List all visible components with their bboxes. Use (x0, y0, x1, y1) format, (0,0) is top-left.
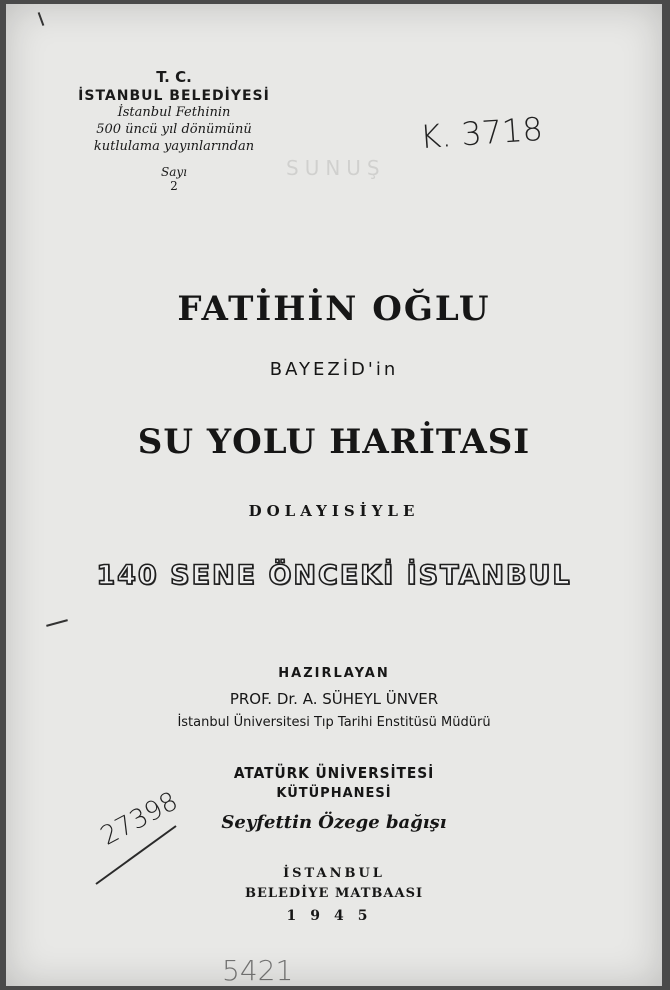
header-issue-number: 2 (170, 179, 178, 193)
imprint-year: 1945 (286, 908, 382, 924)
header-municipality: İSTANBUL BELEDİYESİ (78, 88, 270, 104)
library-stamp-line2: KÜTÜPHANESİ (276, 786, 392, 801)
author-label: HAZIRLAYAN (278, 666, 390, 681)
title-line1: FATİHİN OĞLU (177, 289, 491, 329)
title-line3: SU YOLU HARİTASI (137, 422, 531, 462)
header-tc: T. C. (156, 68, 192, 86)
header-series-line2: 500 üncü yıl dönümünü (96, 122, 252, 137)
library-stamp-line3: Seyfettin Özege bağışı (221, 812, 447, 833)
header-series-line3: kutlulama yayınlarından (93, 139, 255, 154)
header-issue-label: Sayı (161, 165, 187, 179)
handwritten-catalog-number: K. 3718 (418, 109, 544, 157)
bleed-through-heading: SUNUŞ (286, 156, 386, 180)
pencil-mark (46, 619, 68, 627)
title-line5: 140 SENE ÖNCEKİ İSTANBUL (96, 560, 572, 591)
imprint-press: BELEDİYE MATBAASI (244, 886, 424, 901)
handwritten-accession-number: 27398 (95, 786, 183, 852)
title-page (6, 4, 662, 986)
handwritten-bottom-number: 5421 (222, 954, 294, 986)
publisher-header (56, 68, 292, 193)
header-series-line1: İstanbul Fethinin (117, 105, 231, 120)
imprint-city: İSTANBUL (283, 866, 385, 881)
pencil-mark (38, 12, 45, 26)
author-position: İstanbul Üniversitesi Tıp Tarihi Enstitüsü Müdürü (177, 715, 491, 730)
author-name: PROF. Dr. A. SÜHEYL ÜNVER (229, 690, 439, 708)
title-line2: BAYEZİD'in (269, 359, 399, 380)
library-stamp-line1: ATATÜRK ÜNİVERSİTESİ (233, 764, 435, 782)
title-line4: DOLAYISİYLE (248, 502, 420, 520)
handwritten-underline (92, 822, 182, 892)
